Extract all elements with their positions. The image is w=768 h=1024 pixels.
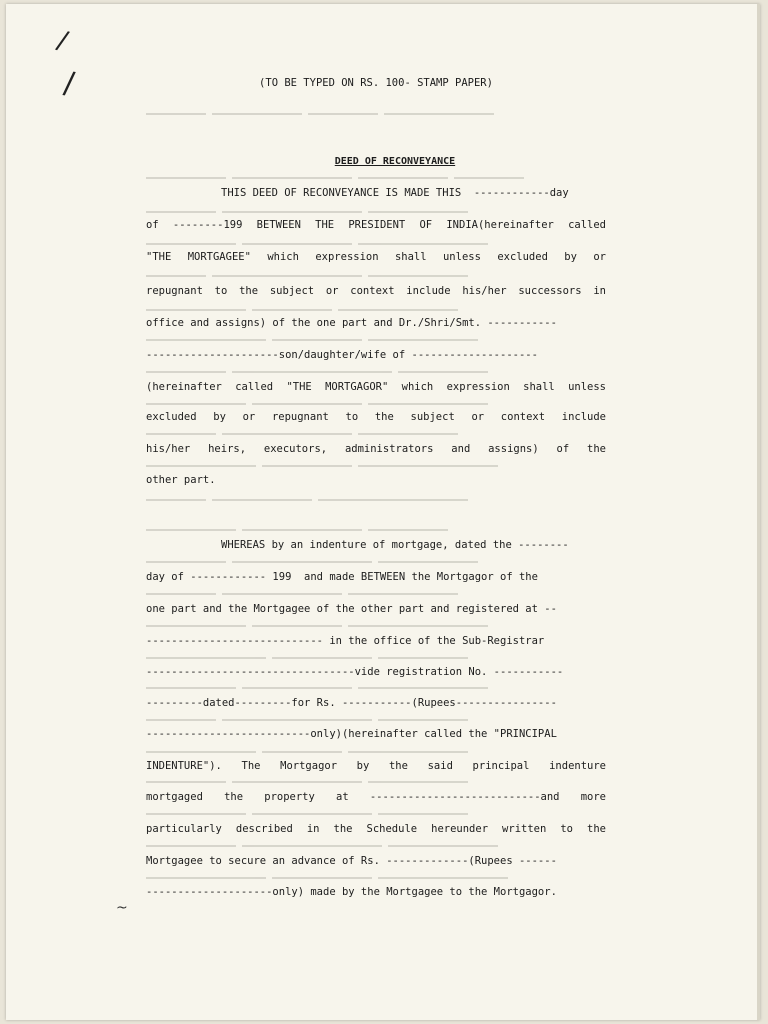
bleed-through bbox=[146, 172, 606, 182]
bleed-through bbox=[146, 746, 606, 756]
bleed-through bbox=[146, 556, 606, 566]
bleed-through bbox=[146, 620, 606, 630]
bleed-through bbox=[146, 494, 606, 504]
bleed-through bbox=[146, 714, 606, 724]
handwritten-mark: / bbox=[53, 25, 72, 57]
paragraph-line: WHEREAS by an indenture of mortgage, dated the -------- bbox=[221, 539, 569, 551]
paragraph-line: Mortgagee to secure an advance of Rs. -------------(Rupees ------ bbox=[146, 855, 557, 867]
paragraph-line: repugnant to the subject or context include his/her successors in bbox=[146, 285, 606, 297]
paragraph-line: (hereinafter called "THE MORTGAGOR" which expression shall unless bbox=[146, 381, 606, 393]
bleed-through bbox=[146, 238, 606, 248]
bleed-through bbox=[146, 776, 606, 786]
bleed-through bbox=[146, 206, 606, 216]
bleed-through bbox=[146, 808, 606, 818]
bleed-through bbox=[146, 270, 606, 280]
paragraph-line: particularly described in the Schedule hereunder written to the bbox=[146, 823, 606, 835]
bleed-through bbox=[146, 366, 606, 376]
bleed-through bbox=[146, 588, 606, 598]
stamp-paper-note: (TO BE TYPED ON RS. 100- STAMP PAPER) bbox=[259, 77, 493, 89]
bleed-through bbox=[146, 682, 606, 692]
bleed-through bbox=[146, 524, 606, 534]
paragraph-line: excluded by or repugnant to the subject or context include bbox=[146, 411, 606, 423]
paragraph-line: --------------------------only)(hereinafter called the "PRINCIPAL bbox=[146, 728, 557, 740]
paragraph-line: office and assigns) of the one part and Dr./Shri/Smt. ----------- bbox=[146, 317, 557, 329]
bleed-through bbox=[146, 652, 606, 662]
paragraph-line: his/her heirs, executors, administrators and assigns) of the bbox=[146, 443, 606, 455]
paragraph-line: INDENTURE"). The Mortgagor by the said principal indenture bbox=[146, 760, 606, 772]
paragraph-line: of --------199 BETWEEN THE PRESIDENT OF INDIA(hereinafter called bbox=[146, 219, 606, 231]
paragraph-line: ---------------------------------vide registration No. ----------- bbox=[146, 666, 564, 678]
paragraph-line: ---------------------son/daughter/wife of -------------------- bbox=[146, 349, 538, 361]
paragraph-line: "THE MORTGAGEE" which expression shall unless excluded by or bbox=[146, 251, 606, 263]
bleed-through bbox=[146, 872, 606, 882]
paragraph-line: --------------------only) made by the Mortgagee to the Mortgagor. bbox=[146, 886, 557, 898]
handwritten-mark: ~ bbox=[116, 900, 128, 916]
bleed-through bbox=[146, 428, 606, 438]
paragraph-line: ---------dated---------for Rs. -----------(Rupees---------------- bbox=[146, 697, 557, 709]
paragraph-line: ---------------------------- in the office of the Sub-Registrar bbox=[146, 635, 545, 647]
bleed-through bbox=[146, 840, 606, 850]
paragraph-line: one part and the Mortgagee of the other part and registered at -- bbox=[146, 603, 557, 615]
bleed-through bbox=[146, 304, 606, 314]
document-page bbox=[6, 4, 760, 1020]
paragraph-line: day of ------------ 199 and made BETWEEN the Mortgagor of the bbox=[146, 571, 538, 583]
paragraph-line: THIS DEED OF RECONVEYANCE IS MADE THIS ------------day bbox=[221, 187, 569, 199]
bleed-through bbox=[146, 334, 606, 344]
document-title: DEED OF RECONVEYANCE bbox=[334, 156, 456, 167]
page-edge bbox=[757, 4, 760, 1020]
handwritten-mark: / bbox=[61, 65, 77, 102]
bleed-through bbox=[146, 460, 606, 470]
paragraph-line: other part. bbox=[146, 474, 216, 486]
bleed-through bbox=[146, 398, 606, 408]
bleed-through bbox=[146, 108, 606, 118]
paragraph-line: mortgaged the property at ---------------------------and more bbox=[146, 791, 606, 803]
